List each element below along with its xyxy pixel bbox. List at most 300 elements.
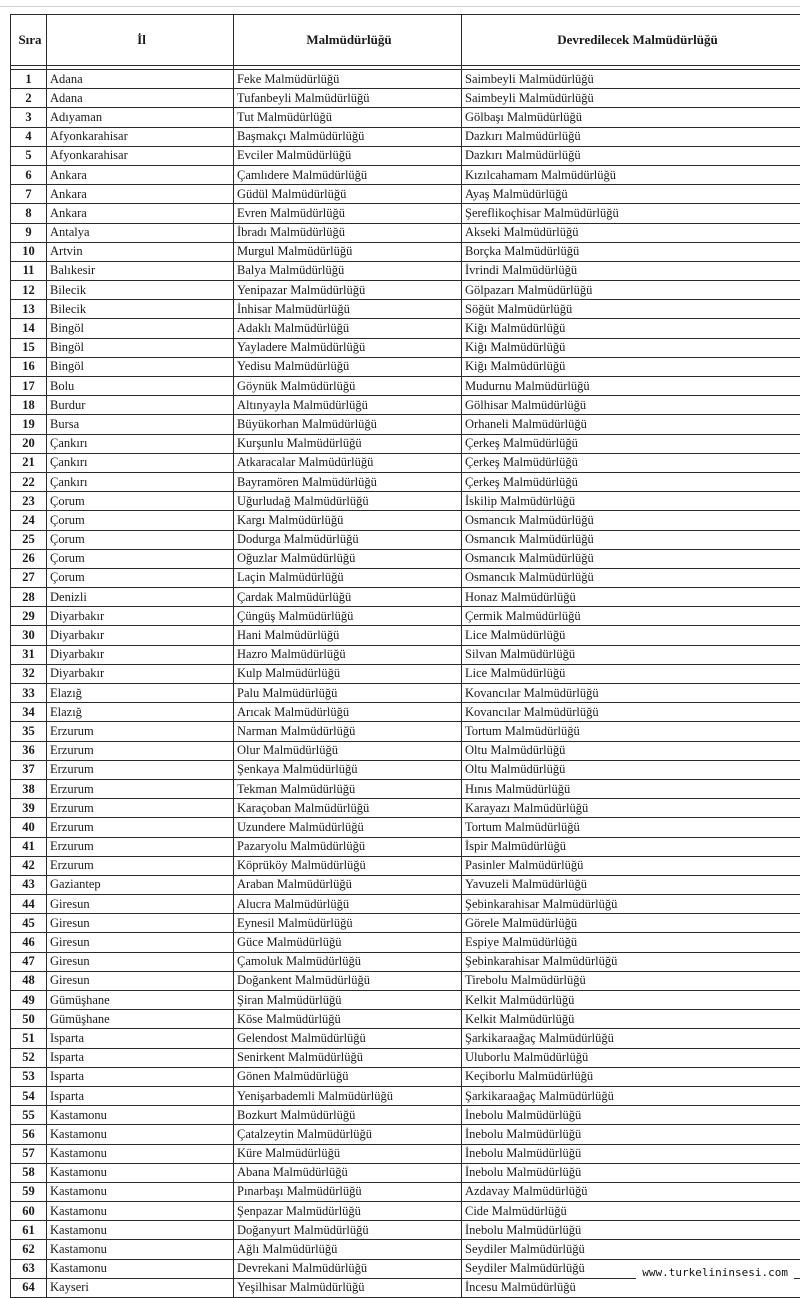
row-il: Afyonkarahisar (47, 127, 234, 146)
row-number: 52 (11, 1048, 47, 1067)
row-malmudurlugu: Yedisu Malmüdürlüğü (234, 357, 462, 376)
row-il: Çorum (47, 530, 234, 549)
table-row (11, 895, 800, 914)
row-number: 55 (11, 1106, 47, 1125)
row-malmudurlugu: Hani Malmüdürlüğü (234, 626, 462, 645)
row-number: 7 (11, 185, 47, 204)
row-number: 19 (11, 415, 47, 434)
table-row (11, 204, 800, 223)
document-page (10, 14, 800, 1298)
row-il: Antalya (47, 223, 234, 242)
row-number: 3 (11, 108, 47, 127)
row-il: Adana (47, 89, 234, 108)
row-number: 64 (11, 1278, 47, 1297)
row-il: Isparta (47, 1029, 234, 1048)
row-devredilecek: Saimbeyli Malmüdürlüğü (462, 89, 800, 108)
row-malmudurlugu: Gelendost Malmüdürlüğü (234, 1029, 462, 1048)
row-malmudurlugu: İnhisar Malmüdürlüğü (234, 300, 462, 319)
table-row (11, 165, 800, 184)
row-devredilecek: Tirebolu Malmüdürlüğü (462, 971, 800, 990)
row-devredilecek: Keçiborlu Malmüdürlüğü (462, 1067, 800, 1086)
row-devredilecek: İskilip Malmüdürlüğü (462, 492, 800, 511)
row-devredilecek: Uluborlu Malmüdürlüğü (462, 1048, 800, 1067)
table-row (11, 396, 800, 415)
row-number: 48 (11, 971, 47, 990)
table-row (11, 1106, 800, 1125)
table-row (11, 1182, 800, 1201)
row-number: 62 (11, 1240, 47, 1259)
row-malmudurlugu: Palu Malmüdürlüğü (234, 684, 462, 703)
row-devredilecek: Oltu Malmüdürlüğü (462, 760, 800, 779)
table-row (11, 1163, 800, 1182)
table-row (11, 1144, 800, 1163)
row-devredilecek: Dazkırı Malmüdürlüğü (462, 127, 800, 146)
row-devredilecek: Gölhisar Malmüdürlüğü (462, 396, 800, 415)
row-il: Erzurum (47, 799, 234, 818)
row-number: 9 (11, 223, 47, 242)
row-number: 51 (11, 1029, 47, 1048)
row-devredilecek: Çerkeş Malmüdürlüğü (462, 472, 800, 491)
table-row (11, 1202, 800, 1221)
row-il: Giresun (47, 914, 234, 933)
row-devredilecek: Tortum Malmüdürlüğü (462, 818, 800, 837)
row-number: 34 (11, 703, 47, 722)
table-row (11, 607, 800, 626)
row-malmudurlugu: Kurşunlu Malmüdürlüğü (234, 434, 462, 453)
row-malmudurlugu: Kulp Malmüdürlüğü (234, 664, 462, 683)
row-il: Isparta (47, 1067, 234, 1086)
table-row (11, 933, 800, 952)
row-devredilecek: Lice Malmüdürlüğü (462, 664, 800, 683)
row-il: Çorum (47, 549, 234, 568)
row-devredilecek: Osmancık Malmüdürlüğü (462, 530, 800, 549)
row-number: 13 (11, 300, 47, 319)
row-il: Diyarbakır (47, 607, 234, 626)
row-malmudurlugu: Çamoluk Malmüdürlüğü (234, 952, 462, 971)
table-row (11, 549, 800, 568)
row-number: 56 (11, 1125, 47, 1144)
row-il: Isparta (47, 1086, 234, 1105)
table-row (11, 511, 800, 530)
row-devredilecek: Şarkikaraağaç Malmüdürlüğü (462, 1086, 800, 1105)
row-number: 50 (11, 1010, 47, 1029)
row-number: 46 (11, 933, 47, 952)
row-il: Kayseri (47, 1278, 234, 1297)
row-malmudurlugu: Devrekani Malmüdürlüğü (234, 1259, 462, 1278)
row-number: 41 (11, 837, 47, 856)
row-malmudurlugu: Oğuzlar Malmüdürlüğü (234, 549, 462, 568)
top-border (0, 0, 800, 7)
row-devredilecek: Yavuzeli Malmüdürlüğü (462, 875, 800, 894)
row-il: Kastamonu (47, 1182, 234, 1201)
row-malmudurlugu: Çatalzeytin Malmüdürlüğü (234, 1125, 462, 1144)
row-malmudurlugu: Gönen Malmüdürlüğü (234, 1067, 462, 1086)
header-devredilecek: Devredilecek Malmüdürlüğü (462, 15, 800, 66)
row-devredilecek: Silvan Malmüdürlüğü (462, 645, 800, 664)
row-il: Afyonkarahisar (47, 146, 234, 165)
row-devredilecek: Kovancılar Malmüdürlüğü (462, 684, 800, 703)
row-number: 20 (11, 434, 47, 453)
row-malmudurlugu: Abana Malmüdürlüğü (234, 1163, 462, 1182)
row-malmudurlugu: Başmakçı Malmüdürlüğü (234, 127, 462, 146)
row-malmudurlugu: İbradı Malmüdürlüğü (234, 223, 462, 242)
row-malmudurlugu: Bozkurt Malmüdürlüğü (234, 1106, 462, 1125)
table-row (11, 875, 800, 894)
table-row (11, 434, 800, 453)
table-row (11, 415, 800, 434)
row-il: Kastamonu (47, 1259, 234, 1278)
table-row (11, 684, 800, 703)
row-devredilecek: Gölpazarı Malmüdürlüğü (462, 281, 800, 300)
row-devredilecek: Kızılcahamam Malmüdürlüğü (462, 165, 800, 184)
table-row (11, 703, 800, 722)
row-il: Kastamonu (47, 1106, 234, 1125)
row-il: Çorum (47, 511, 234, 530)
table-row (11, 338, 800, 357)
table-row (11, 856, 800, 875)
table-row (11, 1067, 800, 1086)
row-devredilecek: Söğüt Malmüdürlüğü (462, 300, 800, 319)
row-number: 27 (11, 568, 47, 587)
row-il: Elazığ (47, 684, 234, 703)
row-number: 60 (11, 1202, 47, 1221)
row-number: 22 (11, 472, 47, 491)
row-malmudurlugu: Evciler Malmüdürlüğü (234, 146, 462, 165)
row-malmudurlugu: Kargı Malmüdürlüğü (234, 511, 462, 530)
table-row (11, 588, 800, 607)
row-number: 30 (11, 626, 47, 645)
row-number: 45 (11, 914, 47, 933)
row-malmudurlugu: Şenkaya Malmüdürlüğü (234, 760, 462, 779)
row-malmudurlugu: Tufanbeyli Malmüdürlüğü (234, 89, 462, 108)
row-malmudurlugu: Yenipazar Malmüdürlüğü (234, 281, 462, 300)
row-malmudurlugu: Tekman Malmüdürlüğü (234, 779, 462, 798)
row-devredilecek: Mudurnu Malmüdürlüğü (462, 377, 800, 396)
table-row (11, 377, 800, 396)
table-row (11, 971, 800, 990)
row-devredilecek: Seydiler Malmüdürlüğü (462, 1240, 800, 1259)
header-il: İl (47, 15, 234, 66)
row-malmudurlugu: Şiran Malmüdürlüğü (234, 991, 462, 1010)
row-il: Ankara (47, 185, 234, 204)
row-number: 14 (11, 319, 47, 338)
row-malmudurlugu: Atkaracalar Malmüdürlüğü (234, 453, 462, 472)
table-row (11, 626, 800, 645)
transfer-table (10, 14, 800, 1298)
row-malmudurlugu: Arıcak Malmüdürlüğü (234, 703, 462, 722)
row-number: 36 (11, 741, 47, 760)
table-row (11, 492, 800, 511)
table-row (11, 1278, 800, 1297)
row-number: 11 (11, 261, 47, 280)
row-malmudurlugu: Güdül Malmüdürlüğü (234, 185, 462, 204)
row-devredilecek: Cide Malmüdürlüğü (462, 1202, 800, 1221)
row-number: 42 (11, 856, 47, 875)
row-devredilecek: Karayazı Malmüdürlüğü (462, 799, 800, 818)
table-row (11, 472, 800, 491)
row-il: Bolu (47, 377, 234, 396)
row-il: Kastamonu (47, 1163, 234, 1182)
row-il: Gümüşhane (47, 991, 234, 1010)
row-number: 40 (11, 818, 47, 837)
row-number: 6 (11, 165, 47, 184)
row-devredilecek: Azdavay Malmüdürlüğü (462, 1182, 800, 1201)
row-il: Bursa (47, 415, 234, 434)
row-devredilecek: Ayaş Malmüdürlüğü (462, 185, 800, 204)
row-malmudurlugu: Yayladere Malmüdürlüğü (234, 338, 462, 357)
table-row (11, 146, 800, 165)
row-il: Erzurum (47, 818, 234, 837)
table-row (11, 645, 800, 664)
row-malmudurlugu: Güce Malmüdürlüğü (234, 933, 462, 952)
row-malmudurlugu: Pazaryolu Malmüdürlüğü (234, 837, 462, 856)
row-il: Çankırı (47, 434, 234, 453)
header-sira: Sıra (11, 15, 47, 66)
row-number: 5 (11, 146, 47, 165)
row-il: Isparta (47, 1048, 234, 1067)
table-row (11, 722, 800, 741)
site-watermark[interactable]: www.turkelininsesi.com (636, 1265, 794, 1280)
row-number: 18 (11, 396, 47, 415)
table-row (11, 1125, 800, 1144)
row-number: 1 (11, 70, 47, 89)
row-devredilecek: Osmancık Malmüdürlüğü (462, 511, 800, 530)
row-il: Kastamonu (47, 1144, 234, 1163)
row-number: 47 (11, 952, 47, 971)
row-malmudurlugu: Büyükorhan Malmüdürlüğü (234, 415, 462, 434)
row-malmudurlugu: Balya Malmüdürlüğü (234, 261, 462, 280)
row-number: 33 (11, 684, 47, 703)
row-devredilecek: Lice Malmüdürlüğü (462, 626, 800, 645)
row-devredilecek: Osmancık Malmüdürlüğü (462, 568, 800, 587)
row-devredilecek: Orhaneli Malmüdürlüğü (462, 415, 800, 434)
row-devredilecek: Dazkırı Malmüdürlüğü (462, 146, 800, 165)
row-il: Bingöl (47, 338, 234, 357)
row-malmudurlugu: Bayramören Malmüdürlüğü (234, 472, 462, 491)
row-devredilecek: İspir Malmüdürlüğü (462, 837, 800, 856)
row-malmudurlugu: Narman Malmüdürlüğü (234, 722, 462, 741)
row-malmudurlugu: Murgul Malmüdürlüğü (234, 242, 462, 261)
row-devredilecek: Kiğı Malmüdürlüğü (462, 319, 800, 338)
row-malmudurlugu: Uzundere Malmüdürlüğü (234, 818, 462, 837)
row-devredilecek: İnebolu Malmüdürlüğü (462, 1125, 800, 1144)
row-devredilecek: Çerkeş Malmüdürlüğü (462, 434, 800, 453)
table-row (11, 300, 800, 319)
row-number: 38 (11, 779, 47, 798)
row-il: Kastamonu (47, 1240, 234, 1259)
table-row (11, 1029, 800, 1048)
row-devredilecek: Gölbaşı Malmüdürlüğü (462, 108, 800, 127)
row-malmudurlugu: Senirkent Malmüdürlüğü (234, 1048, 462, 1067)
row-malmudurlugu: Doğankent Malmüdürlüğü (234, 971, 462, 990)
table-row (11, 741, 800, 760)
table-row (11, 1010, 800, 1029)
table-row (11, 261, 800, 280)
table-row (11, 530, 800, 549)
row-devredilecek: Seydiler Malmüdürlüğü (462, 1259, 800, 1278)
row-number: 63 (11, 1259, 47, 1278)
row-il: Giresun (47, 952, 234, 971)
row-malmudurlugu: Evren Malmüdürlüğü (234, 204, 462, 223)
table-row (11, 1240, 800, 1259)
table-row (11, 914, 800, 933)
row-il: Elazığ (47, 703, 234, 722)
row-devredilecek: Çerkeş Malmüdürlüğü (462, 453, 800, 472)
row-number: 59 (11, 1182, 47, 1201)
table-row (11, 108, 800, 127)
row-number: 25 (11, 530, 47, 549)
row-malmudurlugu: Eynesil Malmüdürlüğü (234, 914, 462, 933)
row-devredilecek: Tortum Malmüdürlüğü (462, 722, 800, 741)
row-malmudurlugu: Laçin Malmüdürlüğü (234, 568, 462, 587)
row-number: 37 (11, 760, 47, 779)
row-devredilecek: Hınıs Malmüdürlüğü (462, 779, 800, 798)
row-number: 12 (11, 281, 47, 300)
row-il: Giresun (47, 971, 234, 990)
row-devredilecek: Kiğı Malmüdürlüğü (462, 357, 800, 376)
row-malmudurlugu: Yeşilhisar Malmüdürlüğü (234, 1278, 462, 1297)
table-row (11, 991, 800, 1010)
row-number: 8 (11, 204, 47, 223)
row-il: Gaziantep (47, 875, 234, 894)
table-row (11, 818, 800, 837)
row-il: Adana (47, 70, 234, 89)
row-il: Bilecik (47, 300, 234, 319)
table-row (11, 453, 800, 472)
row-malmudurlugu: Çardak Malmüdürlüğü (234, 588, 462, 607)
row-malmudurlugu: Doğanyurt Malmüdürlüğü (234, 1221, 462, 1240)
table-row (11, 70, 800, 89)
table-row (11, 1221, 800, 1240)
row-il: Giresun (47, 933, 234, 952)
row-il: Erzurum (47, 760, 234, 779)
row-malmudurlugu: Çamlıdere Malmüdürlüğü (234, 165, 462, 184)
row-malmudurlugu: Dodurga Malmüdürlüğü (234, 530, 462, 549)
row-il: Denizli (47, 588, 234, 607)
table-row (11, 319, 800, 338)
row-il: Erzurum (47, 779, 234, 798)
row-number: 58 (11, 1163, 47, 1182)
row-il: Adıyaman (47, 108, 234, 127)
table-row (11, 664, 800, 683)
table-row (11, 952, 800, 971)
row-il: Diyarbakır (47, 626, 234, 645)
row-il: Kastamonu (47, 1221, 234, 1240)
row-il: Kastamonu (47, 1125, 234, 1144)
row-devredilecek: Kelkit Malmüdürlüğü (462, 1010, 800, 1029)
row-devredilecek: Osmancık Malmüdürlüğü (462, 549, 800, 568)
row-il: Erzurum (47, 722, 234, 741)
row-devredilecek: Oltu Malmüdürlüğü (462, 741, 800, 760)
row-il: Çorum (47, 568, 234, 587)
row-devredilecek: Kelkit Malmüdürlüğü (462, 991, 800, 1010)
row-malmudurlugu: Köprüköy Malmüdürlüğü (234, 856, 462, 875)
row-number: 2 (11, 89, 47, 108)
row-number: 53 (11, 1067, 47, 1086)
row-devredilecek: Şebinkarahisar Malmüdürlüğü (462, 895, 800, 914)
row-devredilecek: Borçka Malmüdürlüğü (462, 242, 800, 261)
table-row (11, 1048, 800, 1067)
row-malmudurlugu: Pınarbaşı Malmüdürlüğü (234, 1182, 462, 1201)
row-il: Erzurum (47, 837, 234, 856)
row-number: 61 (11, 1221, 47, 1240)
row-malmudurlugu: Şenpazar Malmüdürlüğü (234, 1202, 462, 1221)
row-devredilecek: İnebolu Malmüdürlüğü (462, 1106, 800, 1125)
row-number: 29 (11, 607, 47, 626)
row-devredilecek: İnebolu Malmüdürlüğü (462, 1144, 800, 1163)
row-number: 15 (11, 338, 47, 357)
table-row (11, 837, 800, 856)
row-malmudurlugu: Karaçoban Malmüdürlüğü (234, 799, 462, 818)
table-row (11, 127, 800, 146)
table-row (11, 779, 800, 798)
row-malmudurlugu: Köse Malmüdürlüğü (234, 1010, 462, 1029)
row-devredilecek: Pasinler Malmüdürlüğü (462, 856, 800, 875)
row-il: Bingöl (47, 319, 234, 338)
table-row (11, 242, 800, 261)
row-devredilecek: Saimbeyli Malmüdürlüğü (462, 70, 800, 89)
row-devredilecek: İncesu Malmüdürlüğü (462, 1278, 800, 1297)
row-devredilecek: Görele Malmüdürlüğü (462, 914, 800, 933)
row-il: Bilecik (47, 281, 234, 300)
row-number: 39 (11, 799, 47, 818)
row-devredilecek: Espiye Malmüdürlüğü (462, 933, 800, 952)
table-row (11, 568, 800, 587)
table-row (11, 1086, 800, 1105)
row-il: Artvin (47, 242, 234, 261)
header-malmudurlugu: Malmüdürlüğü (234, 15, 462, 66)
table-row (11, 799, 800, 818)
row-number: 32 (11, 664, 47, 683)
row-number: 10 (11, 242, 47, 261)
table-body (11, 66, 800, 1298)
row-number: 24 (11, 511, 47, 530)
row-devredilecek: Akseki Malmüdürlüğü (462, 223, 800, 242)
row-number: 4 (11, 127, 47, 146)
row-il: Çankırı (47, 472, 234, 491)
row-devredilecek: Honaz Malmüdürlüğü (462, 588, 800, 607)
row-devredilecek: Kovancılar Malmüdürlüğü (462, 703, 800, 722)
row-malmudurlugu: Tut Malmüdürlüğü (234, 108, 462, 127)
row-il: Kastamonu (47, 1202, 234, 1221)
row-number: 54 (11, 1086, 47, 1105)
row-devredilecek: Şarkikaraağaç Malmüdürlüğü (462, 1029, 800, 1048)
row-malmudurlugu: Alucra Malmüdürlüğü (234, 895, 462, 914)
row-il: Diyarbakır (47, 645, 234, 664)
row-il: Bingöl (47, 357, 234, 376)
row-number: 35 (11, 722, 47, 741)
row-number: 44 (11, 895, 47, 914)
table-row (11, 223, 800, 242)
table-row (11, 357, 800, 376)
row-devredilecek: İvrindi Malmüdürlüğü (462, 261, 800, 280)
row-malmudurlugu: Feke Malmüdürlüğü (234, 70, 462, 89)
row-number: 49 (11, 991, 47, 1010)
table-row (11, 89, 800, 108)
row-number: 23 (11, 492, 47, 511)
row-number: 17 (11, 377, 47, 396)
row-devredilecek: Şereflikoçhisar Malmüdürlüğü (462, 204, 800, 223)
row-il: Burdur (47, 396, 234, 415)
row-il: Çorum (47, 492, 234, 511)
row-number: 43 (11, 875, 47, 894)
row-il: Ankara (47, 204, 234, 223)
row-number: 21 (11, 453, 47, 472)
row-malmudurlugu: Hazro Malmüdürlüğü (234, 645, 462, 664)
row-malmudurlugu: Olur Malmüdürlüğü (234, 741, 462, 760)
row-number: 26 (11, 549, 47, 568)
row-malmudurlugu: Adaklı Malmüdürlüğü (234, 319, 462, 338)
